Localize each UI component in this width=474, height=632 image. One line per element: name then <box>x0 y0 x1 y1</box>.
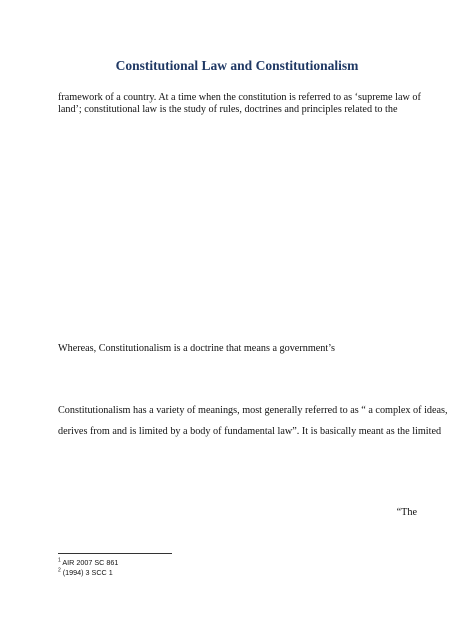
footnote-1-text: AIR 2007 SC 861 <box>62 558 119 567</box>
paragraph-1-line-2: land’; constitutional law is the study of rules, doctrines and principles related to the <box>58 104 398 115</box>
footnote-separator <box>58 553 172 554</box>
paragraph-2-line-1: Whereas, Constitutionalism is a doctrine that means a government’s <box>58 343 335 354</box>
paragraph-3-line-1: Constitutionalism has a variety of meanings, most generally referred to as “ a complex of ideas, <box>58 405 448 416</box>
footnote-1-mark: 1 <box>58 557 61 564</box>
footnote-2-text: (1994) 3 SCC 1 <box>62 568 113 577</box>
paragraph-1-line-1: framework of a country. At a time when the constitution is referred to as ‘supreme law of <box>58 92 421 103</box>
quote-fragment: “The <box>396 507 417 518</box>
footnote-1 <box>58 558 118 567</box>
footnote-2-mark: 2 <box>58 567 61 574</box>
footnote-2 <box>58 568 113 577</box>
page-title: Constitutional Law and Constitutionalism <box>115 58 359 73</box>
paragraph-3-line-2: derives from and is limited by a body of fundamental law”. It is basically meant as the limited <box>58 426 442 437</box>
